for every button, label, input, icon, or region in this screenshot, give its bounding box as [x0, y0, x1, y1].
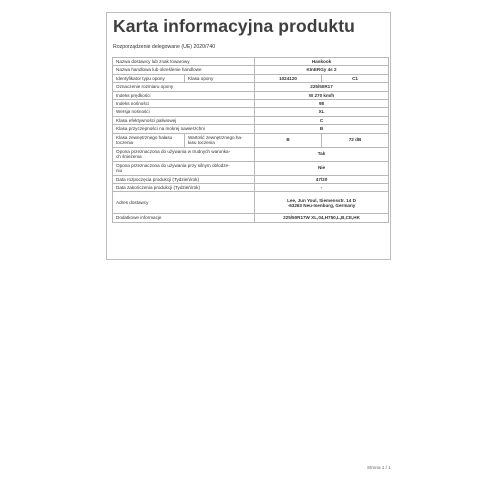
ice-tyre-label-line1: Opona przeznaczona do używania przy silnym oblodze-: [116, 162, 230, 168]
ice-tyre-value: Nie: [255, 161, 389, 175]
supplier-address-value: [255, 192, 389, 214]
table-row: [113, 133, 389, 147]
production-start-value: 47/20: [255, 175, 389, 183]
fuel-class-label: Klasa efektywności paliwowej: [113, 116, 255, 124]
trade-name-label: Nazwa handlowa lub określenie handlowe: [113, 66, 255, 74]
speed-index-label: Indeks prędkości: [113, 91, 255, 99]
ice-tyre-label-line2: niu: [116, 168, 123, 174]
table-row: [113, 184, 389, 192]
load-index-value: 98: [255, 100, 389, 108]
production-start-label: Data rozpoczęcia produkcji (Tydzień/rok): [113, 175, 255, 183]
table-row: [113, 116, 389, 124]
table-row: [255, 134, 388, 147]
noise-class-label: [113, 133, 185, 147]
trade-name-value: KInERGy 4s 2: [255, 66, 389, 74]
noise-cell: [255, 133, 389, 147]
supplier-address-line2: -63263 Neu-Isenburg, Germany: [287, 202, 356, 208]
noise-value-label-line2: łasu toczenia: [188, 140, 215, 146]
noise-subtable: [255, 134, 388, 147]
supplier-address-line1: Lee, Jun Youl, Siemensstr. 14 D: [287, 197, 356, 203]
table-row: [113, 147, 389, 161]
page-number: Strona 1 / 1: [367, 465, 391, 470]
supplier-value: Hankook: [255, 58, 389, 66]
tyre-class-value: C1: [322, 75, 389, 82]
speed-index-value: W 270 km/h: [255, 91, 389, 99]
noise-value-label: [185, 133, 255, 147]
wet-grip-value: B: [255, 125, 389, 133]
product-info-table: [112, 57, 389, 223]
regulation-reference: Rozporządzenie delegowane (UE) 2020/740: [113, 44, 216, 50]
ice-tyre-label: [113, 161, 255, 175]
load-version-value: XL: [255, 108, 389, 116]
table-row: [113, 83, 389, 91]
type-id-cell: [255, 74, 389, 82]
table-row: [255, 75, 388, 82]
table-row: [113, 66, 389, 74]
severe-snow-label-line2: ch śnieżenia: [116, 154, 142, 160]
load-index-label: Indeks nośności: [113, 100, 255, 108]
type-id-subtable: [255, 75, 388, 82]
wet-grip-label: Klasa przyczepności na mokrej nawierzchni: [113, 125, 255, 133]
table-row: [113, 214, 389, 222]
noise-value-label-line1: Wartość zewnętrznego ha-: [188, 134, 243, 140]
size-value: 225/50R17: [255, 83, 389, 91]
noise-db-value: 72 dB: [322, 134, 389, 147]
tyre-class-label: Klasa opony: [185, 74, 255, 82]
product-information-sheet: [106, 12, 391, 260]
supplier-label: Nazwa dostawcy lub znak towarowy: [113, 58, 255, 66]
fuel-class-value: C: [255, 116, 389, 124]
table-row: [113, 161, 389, 175]
production-end-value: -: [255, 184, 389, 192]
type-id-value: 1024120: [279, 75, 297, 81]
type-id-label: Identyfikator typu opony: [113, 74, 185, 82]
additional-info-label: Dodatkowe informacje: [113, 214, 255, 222]
table-row: [113, 125, 389, 133]
severe-snow-label-line1: Opona przeznaczona do używania w trudnych warunka-: [116, 148, 231, 154]
table-row: [113, 108, 389, 116]
page-title: Karta informacyjna produktu: [113, 16, 355, 36]
supplier-address-label: Adres dostawcy: [113, 192, 255, 214]
table-row: [113, 58, 389, 66]
size-label: Oznaczenie rozmiaru opony: [113, 83, 255, 91]
table-row: [113, 74, 389, 82]
table-row: [113, 91, 389, 99]
noise-class-label-line1: Klasa zewnętrznego hałasu: [116, 134, 173, 140]
table-row: [113, 175, 389, 183]
production-end-label: Data zakończenia produkcji (Tydzień/rok): [113, 184, 255, 192]
severe-snow-label: [113, 147, 255, 161]
noise-class-label-line2: toczenia: [116, 140, 134, 146]
noise-class-value: B: [286, 137, 290, 143]
table-row: [113, 100, 389, 108]
load-version-label: Wersja nośności: [113, 108, 255, 116]
table-row: [113, 192, 389, 214]
severe-snow-value: Tak: [255, 147, 389, 161]
additional-info-value: 225/50R17W XL,04,H750,L,B,CE,HK: [255, 214, 389, 222]
